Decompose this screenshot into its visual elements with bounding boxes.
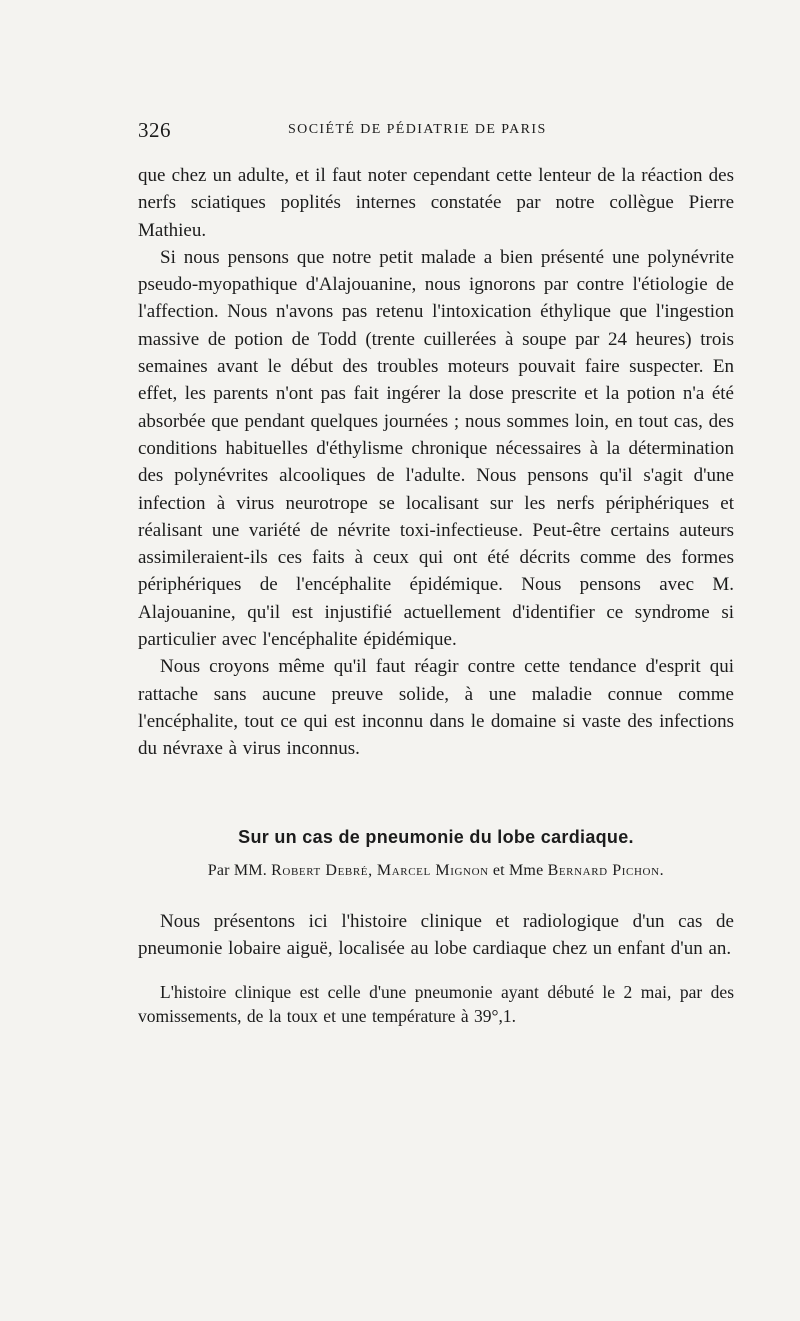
book-page [138,118,734,1028]
article-title: Sur un cas de pneumonie du lobe cardiaque. [238,826,634,847]
previous-article-text [138,162,734,763]
byline-conjunction: et Mme [492,861,544,879]
author-name: Marcel Mignon [376,861,489,879]
paragraph: Si nous pensons que notre petit malade a bien présenté une polynévrite pseudo-myopathique d'Alajouanine, nous ignorons par contre l'étiologie de l'affection. Nous n'avons pas retenu l'intoxication éthylique que l'ingestion massive de potion de Todd (trente cuillerées à soupe par 24 heures) trois semaines avant le début des troubles moteurs pouvait faire suspecter. En effet, les parents n'ont pas fait ingérer la dose prescrite et la potion n'a été absorbée que pendant quelques journées ; nous sommes loin, en tout cas, des conditions habituelles d'éthylisme chronique nécessaires à la détermination des polynévrites alcooliques de l'adulte. Nous pensons qu'il s'agit d'une infection à virus neurotrope se localisant sur les nerfs périphériques et réalisant une variété de névrite toxi-infectieuse. Peut-être certains auteurs assimileraient-ils ces faits à ceux qui ont été décrits comme des formes périphériques de l'encéphalite épidémique. Nous pensons avec M. Alajouanine, qu'il est injustifié actuellement d'identifier ce syndrome si particulier avec l'encéphalite épidémique. [138,246,734,651]
author-name: Robert Debré, [271,861,373,879]
running-head [138,118,734,148]
article-byline [138,862,734,880]
byline-prefix: Par MM. [207,861,267,879]
running-title: SOCIÉTÉ DE PÉDIATRIE DE PARIS [288,122,547,137]
author-name: Bernard Pichon. [547,861,665,879]
paragraph: L'histoire clinique est celle d'une pneumonie ayant débuté le 2 mai, par des vomissements, de la toux et une température à 39°,1. [138,982,734,1027]
paragraph: Nous présentons ici l'histoire clinique et radiologique d'un cas de pneumonie lobaire aiguë, localisée au lobe cardiaque chez un enfant d'un an. [138,910,734,959]
article-intro [138,908,734,963]
paragraph: Nous croyons même qu'il faut réagir contre cette tendance d'esprit qui rattache sans aucune preuve solide, à une maladie connue comme l'encéphalite, tout ce qui est inconnu dans le domaine si vaste des infections du névraxe à virus inconnus. [138,656,734,760]
clinical-history [138,980,734,1028]
paragraph: que chez un adulte, et il faut noter cependant cette lenteur de la réaction des nerfs sciatiques poplités internes constatée par notre collègue Pierre Mathieu. [138,165,734,241]
page-number: 326 [138,118,171,142]
